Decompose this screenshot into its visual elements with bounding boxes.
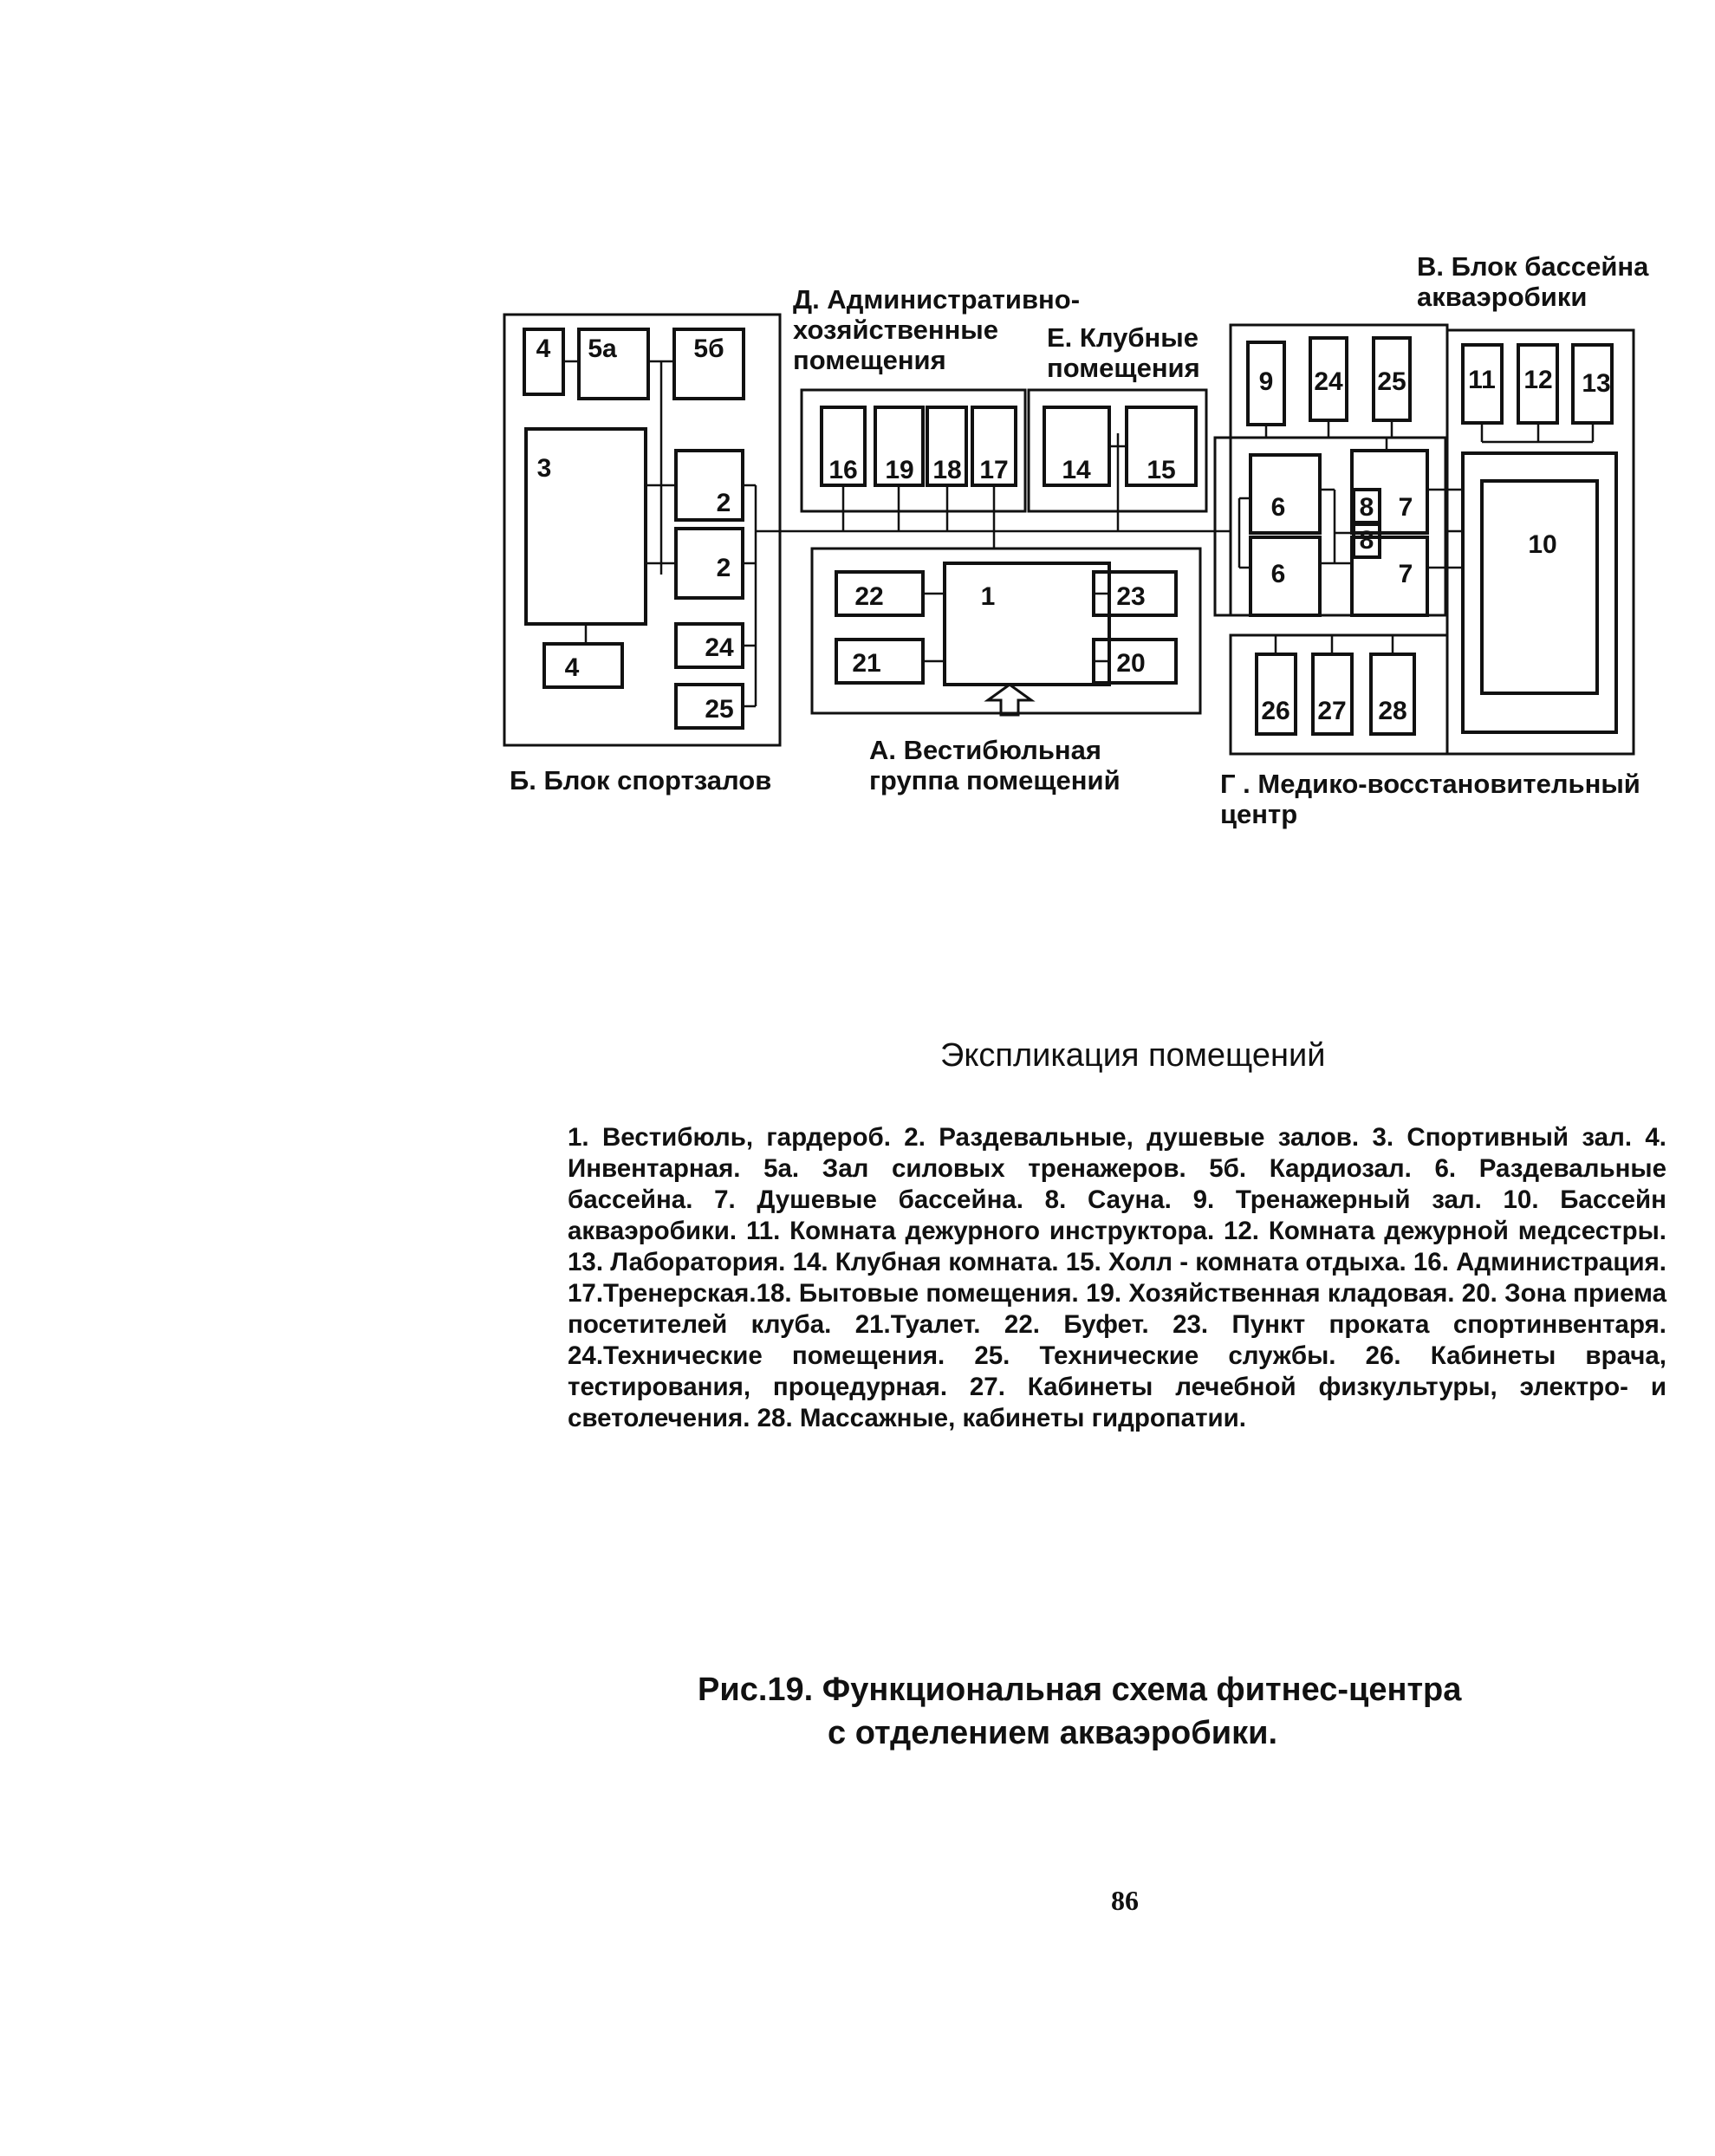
- room-label-27: 27: [1317, 697, 1347, 725]
- page-number: 86: [1111, 1885, 1139, 1916]
- room-label-20: 20: [1116, 649, 1146, 678]
- room-label-8a: 8: [1359, 493, 1374, 522]
- figure-caption: [698, 1668, 1478, 1755]
- room-2b: [676, 529, 743, 598]
- explication-title: Экспликация помещений: [940, 1037, 1326, 1074]
- block-label-sport: Б. Блок спортзалов: [510, 765, 772, 796]
- room-label-8b: 8: [1359, 526, 1374, 555]
- block-label-medical: Г . Медико-восстановительный центр: [1220, 769, 1640, 829]
- room-label-25b: 25: [1377, 367, 1406, 396]
- room-label-4b: 4: [564, 653, 580, 682]
- figure-caption-line2: с отделением акваэробики.: [828, 1715, 1278, 1751]
- room-label-13: 13: [1582, 369, 1611, 398]
- room-label-28: 28: [1378, 697, 1407, 725]
- room-label-19: 19: [885, 456, 914, 484]
- entrance-arrow-icon: [988, 685, 1031, 715]
- functional-diagram: [0, 0, 1715, 867]
- room-label-15: 15: [1147, 456, 1176, 484]
- room-label-10: 10: [1528, 530, 1557, 559]
- explication-body: 1. Вестибюль, гардероб. 2. Раздевальные, душевые залов. 3. Спортивный зал. 4. Инвентарная. 5а. Зал силовых тренажеров. 5б. Кардиозал. 6. Раздевальные бассейна. 7. Душевые бассейна. 8. Сауна. 9. Тренажерный зал. 10. Бассейн акваэробики. 11. Комната дежурного инструктора. 12. Комната дежурной медсестры. 13. Лаборатория. 14. Клубная комната. 15. Холл - комната отдыха. 16. Администрация. 17.Тренерская.18. Бытовые помещения. 19. Хозяйственная кладовая. 20. Зона приема посетителей клуба. 21.Туалет. 22. Буфет. 23. Пункт проката спортинвентаря. 24.Технические помещения. 25. Технические службы. 26. Кабинеты врача, тестирования, процедурная. 27. Кабинеты лечебной физкультуры, электро- и светолечения. 28. Массажные, кабинеты гидропатии.: [568, 1123, 1666, 1432]
- room-label-2a: 2: [716, 489, 731, 517]
- explication-text: [568, 1122, 1666, 1434]
- room-label-5a: 5а: [588, 334, 617, 363]
- room-label-7b: 7: [1398, 560, 1413, 588]
- room-label-5b: 5б: [693, 334, 724, 363]
- room-label-18: 18: [932, 456, 962, 484]
- room-label-24b: 24: [1314, 367, 1343, 396]
- block-label-lobby: А. Вестибюльная группа помещений: [869, 735, 1121, 796]
- room-10-inner: [1482, 481, 1597, 693]
- room-4b: [544, 644, 622, 687]
- room-label-17: 17: [979, 456, 1009, 484]
- room-label-23: 23: [1116, 582, 1146, 611]
- room-label-3: 3: [536, 454, 552, 483]
- room-label-6a: 6: [1270, 493, 1286, 522]
- room-1: [945, 563, 1109, 685]
- block-label-club: Е. Клубные помещения: [1047, 322, 1200, 383]
- room-label-4a: 4: [536, 334, 551, 363]
- room-label-14: 14: [1062, 456, 1091, 484]
- room-label-6b: 6: [1270, 560, 1286, 588]
- room-2a: [676, 451, 743, 520]
- room-label-26: 26: [1261, 697, 1290, 725]
- room-label-16: 16: [828, 456, 858, 484]
- room-10-outer: [1463, 453, 1616, 732]
- room-label-22: 22: [854, 582, 884, 611]
- room-label-9: 9: [1258, 367, 1274, 396]
- room-label-1: 1: [980, 582, 996, 611]
- room-label-24a: 24: [705, 633, 734, 662]
- room-label-11: 11: [1468, 366, 1496, 394]
- room-label-21: 21: [852, 649, 881, 678]
- figure-caption-line1: Рис.19. Функциональная схема фитнес-центра: [698, 1672, 1462, 1708]
- room-label-25a: 25: [705, 695, 734, 724]
- room-label-7a: 7: [1398, 493, 1413, 522]
- room-label-12: 12: [1523, 366, 1553, 394]
- room-label-2b: 2: [716, 554, 731, 582]
- block-label-admin: Д. Административно- хозяйственные помещения: [793, 284, 1081, 375]
- block-label-pool: В. Блок бассейна акваэробики: [1417, 251, 1649, 312]
